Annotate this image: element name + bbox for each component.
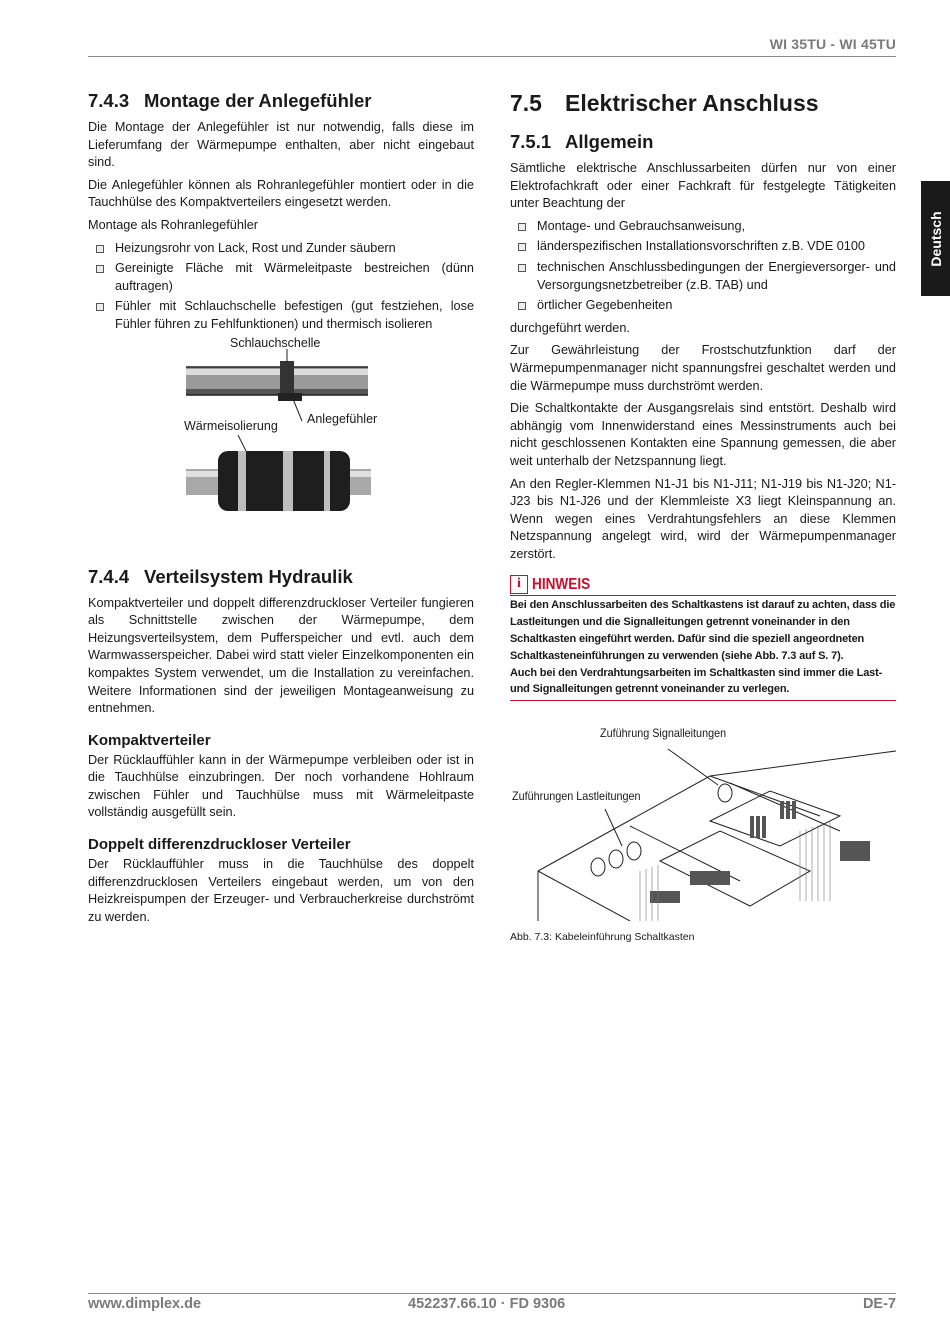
list-item: Heizungsrohr von Lack, Rost und Zunder säubern <box>88 240 474 258</box>
hinweis-body <box>510 596 896 701</box>
section-title: Elektrischer Anschluss <box>565 90 819 116</box>
paragraph: An den Regler-Klemmen N1-J1 bis N1-J11; N1-J19 bis N1-J20; N1-J23 bis N1-J26 und der Klemmleiste X3 liegt Kleinspannung an. Wenn wegen eines Verdrahtungsfehlers an diese Klemmen Netzspannung angelegt wird, wird der Wärmepumpenmanager zerstört. <box>510 476 896 561</box>
label-sensor: Anlegefühler <box>307 411 378 426</box>
language-tab <box>921 181 950 296</box>
paragraph: Der Rücklauffühler kann in der Wärmepumpe verbleiben oder ist in die Tauchhülse einzubringen. Der noch vorhandene Hohlraum zwischen Fühler und Tauchhülse muss mit Wärmeleitpaste vollständig ausgefüllt sein. <box>88 752 474 820</box>
paragraph: Montage als Rohranlegefühler <box>88 217 258 232</box>
header-title: WI 35TU - WI 45TU <box>769 36 896 52</box>
section-title: Verteilsystem Hydraulik <box>144 565 353 587</box>
label-load-lines: Zuführungen Lastleitungen <box>512 789 641 804</box>
section-number: 7.4.3 <box>88 90 130 111</box>
heading-7-4-4 <box>88 566 474 588</box>
footer-doc-number: 452237.66.10 · FD 9306 <box>408 1296 566 1312</box>
hinweis-text: Auch bei den Verdrahtungsarbeiten im Schaltkasten sind immer die Last- und Signalleitungen getrennt voneinander zu verlegen. <box>510 666 883 696</box>
section-number: 7.5.1 <box>510 131 552 152</box>
hinweis-label: HINWEIS <box>532 576 591 594</box>
footer-url: www.dimplex.de <box>88 1296 202 1312</box>
section-number: 7.4.4 <box>88 565 130 587</box>
bullet-square-icon <box>518 302 526 310</box>
paragraph: Sämtliche elektrische Anschlussarbeiten dürfen nur von einer Elektrofachkraft oder einer Fachkraft für festgelegte Tätigkeiten unter Beachtung der <box>510 161 896 211</box>
hinweis-title <box>510 575 896 596</box>
paragraph: Der Rücklauffühler muss in die Tauchhülse des doppelt differenzdrucklosen Verteilers eingebaut werden, um von den Heizkreispumpen der Erzeuger- und Verbraucherkreise durchströmt zu werden. <box>88 857 474 924</box>
hinweis-text: Bei den Anschlussarbeiten des Schaltkastens ist darauf zu achten, dass die Lastleitungen und die Signalleitungen getrennt voneinander in den Schaltkasten eingeführt werden. Dafür sind die speziell angeordneten Schaltkasteneinführungen zu verwenden (siehe Abb. 7.3 auf S. 7). <box>510 599 896 662</box>
left-column <box>88 90 474 931</box>
section-number: 7.5 <box>510 90 542 116</box>
control-box-illustration <box>510 721 896 921</box>
list-item: länderspezifischen Installationsvorschriften z.B. VDE 0100 <box>510 238 896 256</box>
list-item: örtlicher Gegebenheiten <box>510 297 896 315</box>
bullet-list <box>88 240 474 334</box>
language-tab-label: Deutsch <box>927 210 944 267</box>
subheading-doppelt-verteiler: Doppelt differenzdruckloser Verteiler <box>88 836 351 854</box>
paragraph: Kompaktverteiler und doppelt differenzdruckloser Verteiler fungieren als Schnittstelle zwischen der Wärmepumpe, dem Heizungsverteilsystem, dem Pufferspeicher und evtl. auch dem Warmwasserspeicher. Dabei wird statt vieler Einzelkomponenten ein kompaktes System verwendet, um die Installation zu vereinfachen. Weitere Informationen sind der jeweiligen Montageanweisung zu entnehmen. <box>88 595 474 716</box>
label-signal-lines: Zuführung Signalleitungen <box>600 726 727 741</box>
bullet-list <box>510 218 896 315</box>
heading-7-5 <box>510 90 896 117</box>
list-item: Fühler mit Schlauchschelle befestigen (gut festziehen, lose Fühler führen zu Fehlfunktionen) und thermisch isolieren <box>88 298 474 333</box>
page-footer <box>88 1293 896 1324</box>
page-header <box>88 30 896 57</box>
bullet-square-icon <box>96 265 104 273</box>
bullet-square-icon <box>518 223 526 231</box>
paragraph: Die Montage der Anlegefühler ist nur notwendig, falls diese im Lieferumfang der Wärmepumpe enthalten, aber nicht eingebaut sind. <box>88 120 474 170</box>
info-icon: i <box>510 575 528 594</box>
figure-caption: Abb. 7.3: Kabeleinführung Schaltkasten <box>510 931 695 944</box>
label-clamp: Schlauchschelle <box>230 335 321 350</box>
footer-page-number: DE-7 <box>862 1296 896 1312</box>
paragraph: Zur Gewährleistung der Frostschutzfunktion darf der Wärmepumpenmanager nicht spannungsfrei geschaltet werden und die Wärmepumpe muss durchströmt werden. <box>510 343 896 393</box>
control-box-figure <box>510 721 896 921</box>
right-column <box>510 90 896 943</box>
paragraph: durchgeführt werden. <box>510 320 630 335</box>
bullet-square-icon <box>96 303 104 311</box>
list-item: technischen Anschlussbedingungen der Energieversorger- und Versorgungsnetzbetreiber (z.B. TAB) und <box>510 259 896 294</box>
list-item: Gereinigte Fläche mit Wärmeleitpaste bestreichen (dünn auftragen) <box>88 260 474 295</box>
list-item: Montage- und Gebrauchsanweisung, <box>510 218 896 236</box>
hinweis-box <box>510 575 896 701</box>
pipe-sensor-figure <box>88 335 474 544</box>
subheading-kompaktverteiler: Kompaktverteiler <box>88 731 211 749</box>
section-title: Allgemein <box>565 131 654 152</box>
heading-7-5-1 <box>510 131 896 153</box>
pipe-sensor-illustration <box>88 339 474 544</box>
label-insulation: Wärmeisolierung <box>184 418 278 433</box>
bullet-square-icon <box>518 243 526 251</box>
paragraph: Die Anlegefühler können als Rohranlegefühler montiert oder in die Tauchhülse des Kompaktverteilers eingesetzt werden. <box>88 177 474 210</box>
paragraph: Die Schaltkontakte der Ausgangsrelais sind entstört. Deshalb wird abhängig vom Innenwiderstand eines Messinstruments auch bei nicht geschlossenen Kontakten eine Spannung gemessen, die aber weit unterhalb der Netzspannung liegt. <box>510 401 896 468</box>
bullet-square-icon <box>96 245 104 253</box>
section-title: Montage der Anlegefühler <box>144 90 372 111</box>
bullet-square-icon <box>518 264 526 272</box>
heading-7-4-3 <box>88 90 474 112</box>
